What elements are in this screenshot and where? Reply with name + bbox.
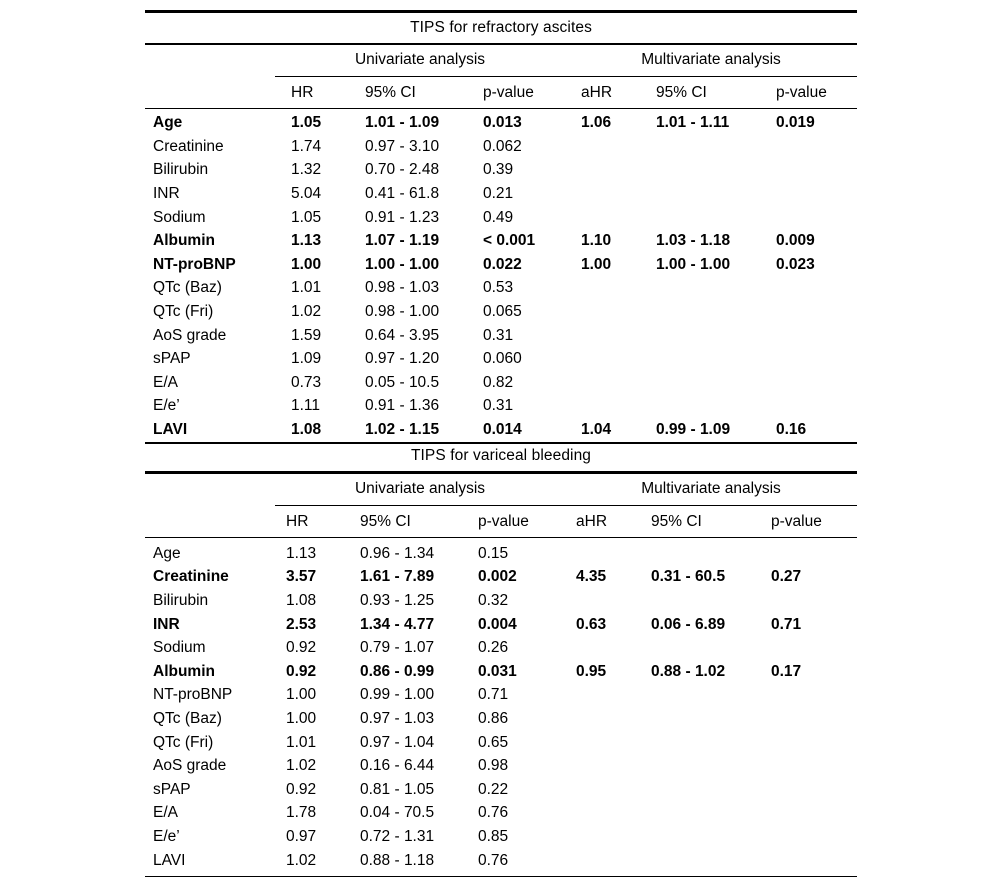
cell-ci: 0.04 - 70.5 [360,804,435,822]
table-row [145,253,865,277]
table-row [145,371,865,395]
cell-adj-ci [651,801,771,825]
cell-hr: 1.05 [291,114,322,132]
col-header-pvalue: p-value [478,512,529,530]
col-header-adj-pvalue: p-value [776,84,827,101]
cell-adj-pvalue [771,849,865,873]
cell-adj-pvalue [771,707,865,731]
cell-ahr [581,371,656,395]
group-header-row [145,474,857,507]
col-header-ahr: aHR [576,512,608,530]
cell-pvalue: 0.71 [478,686,509,704]
cell-adj-ci: 1.01 - 1.11 [656,114,730,132]
cell-variable: E/A [153,373,178,391]
cell-variable: QTc (Baz) [153,709,222,727]
cell-adj-pvalue: 0.009 [776,232,815,250]
cell-hr: 1.13 [286,544,317,562]
cell-variable: Age [153,114,183,132]
col-header-hr: HR [291,84,314,101]
cell-hr: 1.02 [286,851,317,869]
cell-pvalue: 0.26 [478,639,509,657]
cell-pvalue: 0.065 [483,303,522,321]
cell-ci: 0.97 - 1.20 [365,350,440,368]
cell-adj-pvalue [776,135,865,159]
cell-ci: 0.64 - 3.95 [365,326,440,344]
cell-ahr [581,135,656,159]
cell-ahr: 0.63 [576,615,607,633]
cell-ci: 1.00 - 1.00 [365,255,440,273]
table-caption: TIPS for variceal bleeding [410,447,592,464]
column-header-row [145,78,865,108]
cell-ci: 1.07 - 1.19 [365,232,440,250]
cell-variable: AoS grade [153,757,227,775]
table-row [145,206,865,230]
cell-ahr: 4.35 [576,568,607,586]
cell-ci: 0.05 - 10.5 [365,373,440,391]
table-row [145,660,865,684]
cell-pvalue: 0.062 [483,137,522,155]
cell-ahr [576,778,651,802]
table-row [145,394,865,418]
cell-adj-ci [651,731,771,755]
cell-adj-pvalue [771,801,865,825]
cell-ci: 0.72 - 1.31 [360,827,435,845]
cell-pvalue: 0.53 [483,279,514,297]
cell-adj-ci: 1.00 - 1.00 [656,255,731,273]
cell-adj-ci [651,636,771,660]
cell-adj-ci [656,371,776,395]
cell-adj-ci [651,542,771,566]
cell-adj-pvalue [771,754,865,778]
cell-pvalue: 0.002 [478,568,517,586]
cell-hr: 1.08 [286,591,317,609]
cell-adj-ci [651,825,771,849]
cell-adj-pvalue [776,371,865,395]
cell-pvalue: 0.031 [478,662,517,680]
group-header-row [145,45,857,78]
cell-ahr [581,300,656,324]
cell-adj-ci [651,849,771,873]
results-rows [145,542,865,872]
cell-hr: 2.53 [286,615,317,633]
cell-variable: E/A [153,804,178,822]
cell-hr: 1.78 [286,804,317,822]
cell-ci: 0.86 - 0.99 [360,662,435,680]
cell-hr: 1.13 [291,232,322,250]
cell-ahr: 1.04 [581,421,612,439]
cell-adj-ci [656,276,776,300]
table-row [145,135,865,159]
cell-pvalue: 0.060 [483,350,522,368]
cell-adj-pvalue [771,731,865,755]
table-row [145,778,865,802]
cell-variable: Albumin [153,232,215,250]
cell-adj-pvalue [776,158,865,182]
column-header-row [145,507,865,537]
cell-hr: 1.02 [286,757,317,775]
table-row [145,347,865,371]
table-row [145,683,865,707]
cell-hr: 0.92 [286,639,317,657]
results-rows [145,111,865,441]
cell-adj-ci: 0.88 - 1.02 [651,662,726,680]
cell-ci: 0.98 - 1.00 [365,303,440,321]
cell-adj-pvalue [771,825,865,849]
cell-ci: 0.97 - 3.10 [365,137,440,155]
cell-adj-ci [651,589,771,613]
group-header-multivariate: Multivariate analysis [641,51,781,68]
cell-hr: 0.97 [286,827,317,845]
table-row [145,801,865,825]
results-table-refractory-ascites [145,10,857,444]
col-header-hr: HR [286,512,309,530]
table-caption: TIPS for refractory ascites [410,18,592,36]
cell-ahr [581,182,656,206]
cell-ahr [581,276,656,300]
cell-adj-pvalue: 0.16 [776,421,807,439]
cell-variable: NT-proBNP [153,255,236,273]
group-header-univariate: Univariate analysis [354,51,486,68]
cell-ahr [576,707,651,731]
cell-hr: 1.01 [286,733,317,751]
cell-ahr [576,542,651,566]
cell-adj-pvalue: 0.023 [776,255,815,273]
cell-pvalue: < 0.001 [483,232,536,250]
cell-adj-pvalue [771,683,865,707]
col-header-adj-ci: 95% CI [651,512,702,530]
cell-ci: 0.79 - 1.07 [360,639,435,657]
cell-ci: 1.34 - 4.77 [360,615,435,633]
table-row [145,589,865,613]
cell-pvalue: 0.013 [483,114,522,132]
results-table-variceal-bleeding [145,441,857,877]
cell-ahr [576,731,651,755]
cell-variable: sPAP [153,350,191,368]
cell-adj-pvalue [776,324,865,348]
cell-adj-ci [656,135,776,159]
cell-variable: QTc (Fri) [153,733,214,751]
cell-pvalue: 0.31 [483,397,514,415]
cell-adj-ci [651,707,771,731]
cell-adj-pvalue: 0.71 [771,615,802,633]
table-row [145,565,865,589]
cell-variable: INR [153,185,180,203]
cell-variable: QTc (Fri) [153,303,214,321]
table-row [145,276,865,300]
cell-variable: Albumin [153,662,215,680]
cell-adj-ci: 1.03 - 1.18 [656,232,731,250]
cell-ci: 0.91 - 1.36 [365,397,440,415]
col-header-ci: 95% CI [360,512,411,530]
cell-ahr [576,683,651,707]
table-row [145,636,865,660]
cell-adj-pvalue [776,206,865,230]
cell-variable: sPAP [153,780,191,798]
col-header-adj-pvalue: p-value [771,512,822,530]
group-header-rule [275,76,857,77]
cell-ci: 0.93 - 1.25 [360,591,435,609]
cell-variable: Creatinine [153,137,224,155]
group-header-univariate: Univariate analysis [354,479,486,497]
table-row [145,158,865,182]
cell-variable: Bilirubin [153,591,209,609]
cell-hr: 1.74 [291,137,322,155]
cell-pvalue: 0.85 [478,827,509,845]
cell-hr: 0.92 [286,780,317,798]
cell-adj-pvalue [771,636,865,660]
cell-ahr: 0.95 [576,662,607,680]
table-row [145,707,865,731]
table-row [145,229,865,253]
col-header-variable [145,507,286,537]
cell-adj-ci: 0.99 - 1.09 [656,421,731,439]
cell-pvalue: 0.76 [478,804,509,822]
cell-variable: AoS grade [153,326,227,344]
cell-pvalue: 0.004 [478,615,517,633]
cell-variable: QTc (Baz) [153,279,222,297]
cell-variable: Age [153,544,181,562]
cell-pvalue: 0.98 [478,757,509,775]
cell-ahr [576,754,651,778]
cell-pvalue: 0.32 [478,591,509,609]
col-header-pvalue: p-value [483,84,534,101]
group-header-multivariate: Multivariate analysis [641,479,781,497]
cell-adj-pvalue: 0.17 [771,662,802,680]
cell-adj-ci [656,300,776,324]
cell-pvalue: 0.39 [483,161,514,179]
cell-ci: 0.88 - 1.18 [360,851,435,869]
table-row [145,324,865,348]
cell-pvalue: 0.15 [478,544,509,562]
cell-hr: 1.32 [291,161,322,179]
cell-adj-pvalue: 0.019 [776,114,815,132]
cell-ahr [581,347,656,371]
table-row [145,111,865,135]
cell-adj-pvalue [776,182,865,206]
cell-ahr [581,206,656,230]
cell-adj-ci [656,158,776,182]
results-grid [145,78,865,108]
cell-ahr [581,324,656,348]
table-row [145,731,865,755]
cell-pvalue: 0.31 [483,326,514,344]
cell-adj-ci [651,778,771,802]
cell-ci: 0.81 - 1.05 [360,780,435,798]
cell-variable: NT-proBNP [153,686,233,704]
cell-adj-pvalue [776,347,865,371]
cell-ahr [581,158,656,182]
col-header-ci: 95% CI [365,84,416,101]
cell-hr: 1.00 [286,709,317,727]
table-row [145,182,865,206]
cell-variable: LAVI [153,421,188,439]
cell-variable: INR [153,615,180,633]
col-header-adj-ci: 95% CI [656,84,707,101]
cell-hr: 1.59 [291,326,322,344]
cell-hr: 1.00 [291,255,322,273]
table-row [145,613,865,637]
col-header-variable [145,78,291,108]
cell-hr: 1.09 [291,350,322,368]
col-header-ahr: aHR [581,84,613,101]
cell-adj-pvalue: 0.27 [771,568,802,586]
cell-variable: E/e’ [153,827,180,845]
cell-ahr [576,589,651,613]
cell-hr: 1.05 [291,208,322,226]
cell-variable: Bilirubin [153,161,209,179]
cell-pvalue: 0.65 [478,733,509,751]
cell-variable: Sodium [153,639,206,657]
cell-ci: 0.70 - 2.48 [365,161,440,179]
cell-adj-ci [656,206,776,230]
results-grid [145,507,865,537]
cell-variable: Creatinine [153,568,229,586]
results-grid-body [145,542,865,872]
cell-adj-ci [651,683,771,707]
cell-ahr [576,801,651,825]
cell-adj-ci [656,394,776,418]
cell-adj-pvalue [771,542,865,566]
table-row [145,825,865,849]
table-row [145,849,865,873]
cell-ci: 0.16 - 6.44 [360,757,435,775]
cell-pvalue: 0.21 [483,185,514,203]
cell-ci: 0.97 - 1.04 [360,733,435,751]
cell-ahr [576,849,651,873]
cell-adj-ci: 0.31 - 60.5 [651,568,726,586]
cell-ahr [576,636,651,660]
cell-pvalue: 0.022 [483,255,522,273]
cell-ahr [581,394,656,418]
cell-ahr: 1.00 [581,255,612,273]
cell-adj-pvalue [776,394,865,418]
cell-ci: 1.01 - 1.09 [365,114,440,132]
cell-ci: 0.98 - 1.03 [365,279,440,297]
cell-ci: 0.99 - 1.00 [360,686,435,704]
cell-ci: 0.91 - 1.23 [365,208,440,226]
cell-ci: 0.96 - 1.34 [360,544,435,562]
cell-hr: 0.73 [291,373,322,391]
cell-hr: 1.00 [286,686,317,704]
cell-adj-pvalue [771,589,865,613]
cell-adj-ci [651,754,771,778]
cell-pvalue: 0.76 [478,851,509,869]
cell-pvalue: 0.014 [483,421,522,439]
cell-ahr: 1.10 [581,232,612,250]
cell-hr: 1.08 [291,421,322,439]
cell-adj-pvalue [771,778,865,802]
cell-adj-pvalue [776,276,865,300]
cell-ahr [576,825,651,849]
cell-ci: 0.97 - 1.03 [360,709,435,727]
cell-variable: E/e’ [153,397,180,415]
cell-ahr: 1.06 [581,114,612,132]
cell-pvalue: 0.82 [483,373,514,391]
cell-variable: Sodium [153,208,206,226]
table-row [145,418,865,442]
cell-ci: 1.02 - 1.15 [365,421,440,439]
cell-pvalue: 0.86 [478,709,509,727]
cell-hr: 1.01 [291,279,322,297]
cell-adj-ci [656,182,776,206]
table-row [145,300,865,324]
cell-adj-ci: 0.06 - 6.89 [651,615,726,633]
table-row [145,754,865,778]
cell-adj-ci [656,347,776,371]
cell-hr: 1.02 [291,303,322,321]
cell-adj-pvalue [776,300,865,324]
cell-pvalue: 0.22 [478,780,509,798]
cell-ci: 0.41 - 61.8 [365,185,440,203]
results-grid-body [145,111,865,441]
cell-hr: 0.92 [286,662,317,680]
cell-variable: LAVI [153,851,186,869]
cell-adj-ci [656,324,776,348]
cell-pvalue: 0.49 [483,208,514,226]
cell-hr: 5.04 [291,185,322,203]
table-row [145,542,865,566]
cell-hr: 1.11 [291,397,321,415]
cell-ci: 1.61 - 7.89 [360,568,435,586]
cell-hr: 3.57 [286,568,317,586]
group-header-rule [275,505,857,506]
